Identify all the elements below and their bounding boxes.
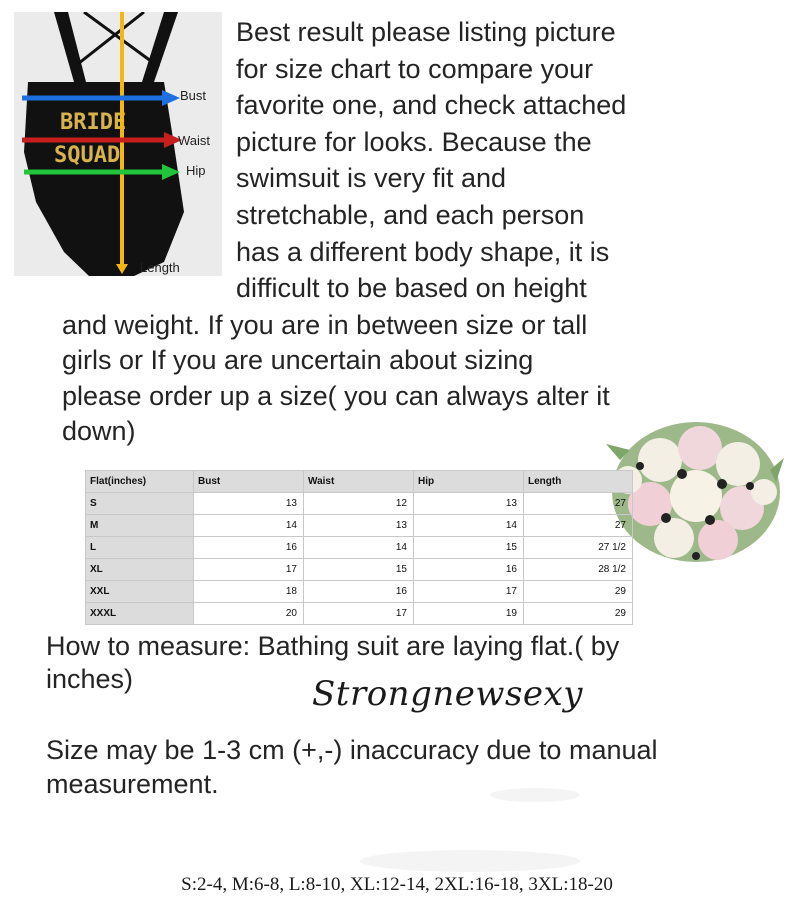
header-bust: Bust (194, 471, 304, 493)
note-line: measurement. (46, 769, 219, 799)
hip-value: 19 (414, 603, 524, 625)
intro-line: has a different body shape, it is (236, 236, 610, 267)
intro-line: difficult to be based on height (236, 273, 587, 304)
intro-line: swimsuit is very fit and (236, 163, 507, 194)
size-label: S (86, 493, 194, 515)
intro-line: for size chart to compare your (236, 53, 594, 84)
hip-value: 13 (414, 493, 524, 515)
hip-value: 16 (414, 559, 524, 581)
table-row (86, 493, 633, 515)
length-value: 28 1/2 (524, 559, 633, 581)
table-row (86, 515, 633, 537)
note-line: Size may be 1-3 cm (+,-) inaccuracy due to manual (46, 735, 658, 765)
waist-value: 13 (304, 515, 414, 537)
waist-value: 17 (304, 603, 414, 625)
size-chart-table (85, 470, 633, 625)
intro-line: picture for looks. Because the (236, 126, 592, 157)
intro-paragraph (236, 14, 706, 307)
intro-line: and weight. If you are in between size or tall (62, 310, 588, 340)
bust-value: 17 (194, 559, 304, 581)
size-label: L (86, 537, 194, 559)
diagram-label-length: Length (140, 260, 180, 275)
table-row (86, 603, 633, 625)
waist-value: 14 (304, 537, 414, 559)
table-row (86, 537, 633, 559)
bust-value: 20 (194, 603, 304, 625)
diagram-label-waist: Waist (178, 133, 211, 148)
background-smudge (490, 788, 580, 802)
brand-signature: Strongnewsexy (312, 674, 583, 714)
bust-value: 13 (194, 493, 304, 515)
note-line: inches) (46, 664, 134, 694)
table-row (86, 559, 633, 581)
bust-value: 14 (194, 515, 304, 537)
size-label: XXL (86, 581, 194, 603)
intro-line: down) (62, 416, 136, 447)
intro-line: stretchable, and each person (236, 199, 585, 230)
intro-line: favorite one, and check attached (236, 90, 627, 121)
length-value: 27 (524, 493, 633, 515)
length-value: 27 1/2 (524, 537, 633, 559)
header-hip: Hip (414, 471, 524, 493)
table-header-row (86, 471, 633, 493)
note-line: How to measure: Bathing suit are laying flat.( by (46, 631, 620, 661)
waist-value: 12 (304, 493, 414, 515)
intro-line: girls or If you are uncertain about sizing (62, 345, 534, 376)
size-label: M (86, 515, 194, 537)
length-value: 29 (524, 581, 633, 603)
diagram-print-line1: BRIDE (60, 110, 127, 135)
us-size-conversion: S:2-4, M:6-8, L:8-10, XL:12-14, 2XL:16-18, 3XL:18-20 (181, 874, 613, 895)
hip-value: 15 (414, 537, 524, 559)
header-waist: Waist (304, 471, 414, 493)
table-row (86, 581, 633, 603)
size-label: XL (86, 559, 194, 581)
diagram-label-bust: Bust (180, 88, 207, 103)
diagram-print-line2: SQUAD (54, 143, 121, 168)
header-flat-inches: Flat(inches) (86, 471, 194, 493)
hip-value: 17 (414, 581, 524, 603)
size-label: XXXL (86, 603, 194, 625)
waist-value: 15 (304, 559, 414, 581)
header-length: Length (524, 471, 633, 493)
diagram-label-hip: Hip (186, 163, 206, 178)
bust-value: 18 (194, 581, 304, 603)
length-value: 29 (524, 603, 633, 625)
bust-value: 16 (194, 537, 304, 559)
length-value: 27 (524, 515, 633, 537)
background-smudge (360, 850, 580, 872)
waist-value: 16 (304, 581, 414, 603)
measurement-diagram (14, 12, 222, 276)
hip-value: 14 (414, 515, 524, 537)
intro-line: please order up a size( you can always alter it (62, 380, 610, 411)
inaccuracy-note (46, 733, 766, 801)
intro-line: Best result please listing picture (236, 17, 616, 47)
